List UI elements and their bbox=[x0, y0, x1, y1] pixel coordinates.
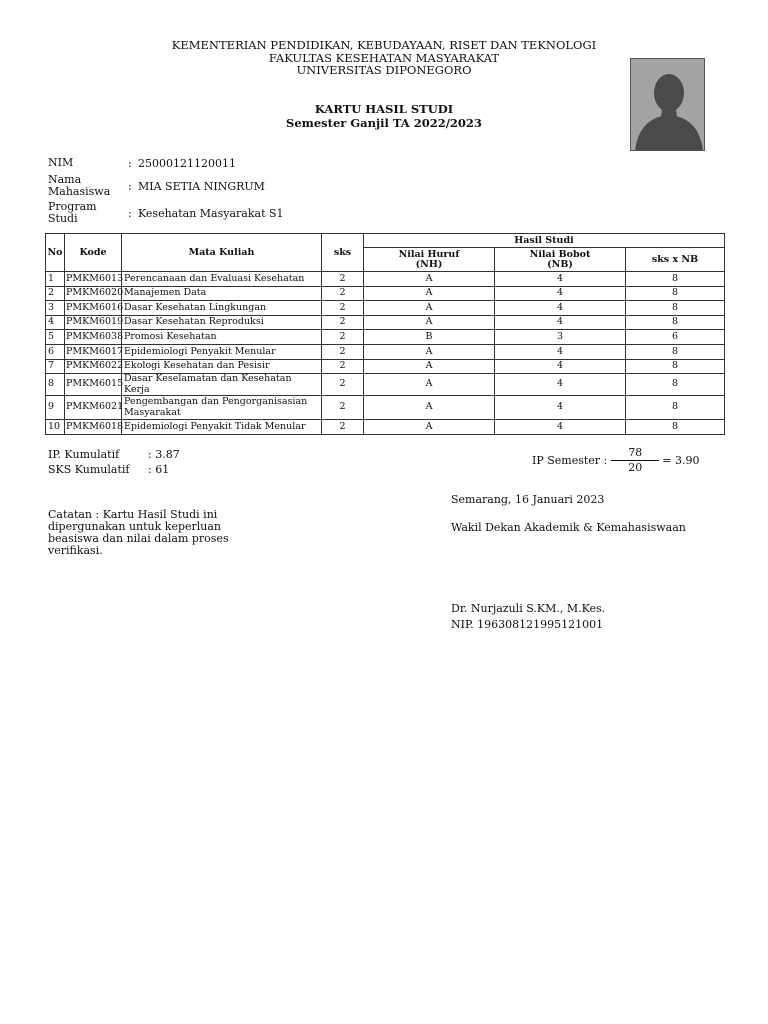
cell-nilai-bobot: 4 bbox=[495, 396, 626, 420]
cell-sks: 2 bbox=[322, 301, 364, 316]
cell-nilai-bobot: 4 bbox=[495, 272, 626, 287]
table-row bbox=[46, 315, 725, 330]
prodi-value: Kesehatan Masyarakat S1 bbox=[138, 206, 284, 220]
cell-nilai-huruf: A bbox=[364, 396, 495, 420]
table-row bbox=[46, 330, 725, 345]
table-row bbox=[46, 359, 725, 374]
table-row bbox=[46, 301, 725, 316]
header-no: No bbox=[46, 234, 65, 272]
cell-nilai-bobot: 4 bbox=[495, 359, 626, 374]
cell-kode: PMKM6020 bbox=[65, 286, 122, 301]
cell-mata-kuliah: Dasar Kesehatan Lingkungan bbox=[122, 301, 322, 316]
cell-no: 6 bbox=[46, 344, 65, 359]
header-sks-x-nb: sks x NB bbox=[626, 248, 725, 272]
cell-kode: PMKM6013 bbox=[65, 272, 122, 287]
faculty-name: FAKULTAS KESEHATAN MASYARAKAT bbox=[268, 50, 500, 65]
prodi-colon: : bbox=[128, 206, 132, 220]
cell-mata-kuliah: Epidemiologi Penyakit Menular bbox=[122, 344, 322, 359]
cell-mata-kuliah: Promosi Kesehatan bbox=[122, 330, 322, 345]
header-nilai-huruf bbox=[364, 248, 495, 272]
ips-denominator: 20 bbox=[628, 461, 643, 474]
cell-no: 7 bbox=[46, 359, 65, 374]
header-nilai-huruf-abbr: (NH) bbox=[415, 258, 443, 270]
cell-nilai-bobot: 4 bbox=[495, 344, 626, 359]
cell-kode: PMKM6019 bbox=[65, 315, 122, 330]
signature-position: Wakil Dekan Akademik & Kemahasiswaan bbox=[451, 521, 686, 534]
cell-sks: 2 bbox=[322, 330, 364, 345]
nama-value: MIA SETIA NINGRUM bbox=[138, 179, 265, 193]
table-row bbox=[46, 396, 725, 420]
header-kode: Kode bbox=[65, 234, 122, 272]
semester-gpa bbox=[532, 446, 699, 475]
sks-cumulative-value: : 61 bbox=[148, 463, 170, 476]
cell-sks-x-nb: 8 bbox=[626, 420, 725, 435]
cell-sks: 2 bbox=[322, 420, 364, 435]
cell-nilai-bobot: 4 bbox=[495, 286, 626, 301]
identity-row-nama bbox=[48, 172, 284, 200]
header-nilai-bobot bbox=[495, 248, 626, 272]
ips-result: = 3.90 bbox=[662, 454, 700, 467]
cell-mata-kuliah: Ekologi Kesehatan dan Pesisir bbox=[122, 359, 322, 374]
grades-table bbox=[45, 233, 725, 435]
cell-nilai-huruf: A bbox=[364, 286, 495, 301]
cell-nilai-huruf: A bbox=[364, 315, 495, 330]
prodi-label: Program Studi bbox=[48, 200, 97, 225]
title-semester: Semester Ganjil TA 2022/2023 bbox=[286, 116, 482, 130]
cell-no: 5 bbox=[46, 330, 65, 345]
cumulative-summary bbox=[48, 447, 180, 477]
signature-name: Dr. Nurjazuli S.KM., M.Kes. bbox=[451, 602, 606, 615]
cell-nilai-huruf: A bbox=[364, 359, 495, 374]
header-sks: sks bbox=[322, 234, 364, 272]
cell-mata-kuliah: Perencanaan dan Evaluasi Kesehatan bbox=[122, 272, 322, 287]
cell-mata-kuliah: Epidemiologi Penyakit Tidak Menular bbox=[122, 420, 322, 435]
cell-sks-x-nb: 8 bbox=[626, 272, 725, 287]
cell-sks: 2 bbox=[322, 344, 364, 359]
cell-sks-x-nb: 8 bbox=[626, 396, 725, 420]
nama-colon: : bbox=[128, 179, 132, 193]
cell-nilai-huruf: A bbox=[364, 344, 495, 359]
header-nilai-bobot-label: Nilai Bobot bbox=[529, 248, 591, 260]
cell-nilai-bobot: 4 bbox=[495, 420, 626, 435]
cell-sks-x-nb: 8 bbox=[626, 344, 725, 359]
cell-sks-x-nb: 8 bbox=[626, 359, 725, 374]
sks-cumulative-label: SKS Kumulatif bbox=[48, 463, 130, 476]
signature-nip: NIP. 196308121995121001 bbox=[451, 618, 604, 631]
signature-place-date: Semarang, 16 Januari 2023 bbox=[451, 493, 605, 506]
cell-kode: PMKM6018 bbox=[65, 420, 122, 435]
identity-row-nim bbox=[48, 156, 284, 170]
nim-colon: : bbox=[128, 156, 132, 170]
cell-kode: PMKM6021 bbox=[65, 396, 122, 420]
identity-row-prodi bbox=[48, 200, 284, 225]
document-title bbox=[0, 102, 768, 130]
cell-nilai-huruf: A bbox=[364, 374, 495, 396]
cell-sks-x-nb: 8 bbox=[626, 286, 725, 301]
cell-nilai-bobot: 4 bbox=[495, 315, 626, 330]
table-row bbox=[46, 374, 725, 396]
cell-sks-x-nb: 8 bbox=[626, 374, 725, 396]
ips-numerator: 78 bbox=[628, 446, 643, 459]
ips-fraction bbox=[611, 446, 659, 475]
cell-kode: PMKM6017 bbox=[65, 344, 122, 359]
signature-block bbox=[451, 493, 686, 632]
ipk-value: : 3.87 bbox=[148, 448, 180, 461]
cell-sks: 2 bbox=[322, 374, 364, 396]
ministry-name: KEMENTERIAN PENDIDIKAN, KEBUDAYAAN, RISET DAN TEKNOLOGI bbox=[171, 38, 597, 52]
cell-no: 8 bbox=[46, 374, 65, 396]
cell-nilai-bobot: 3 bbox=[495, 330, 626, 345]
cell-sks-x-nb: 6 bbox=[626, 330, 725, 345]
nama-label: Nama Mahasiswa bbox=[48, 173, 111, 198]
cell-sks: 2 bbox=[322, 396, 364, 420]
ips-label: IP Semester : bbox=[532, 454, 608, 467]
header-nilai-bobot-abbr: (NB) bbox=[547, 258, 573, 270]
note: Catatan : Kartu Hasil Studi ini dipergunakan untuk keperluan beasiswa dan nilai dalam proses verifikasi. bbox=[48, 508, 229, 557]
cell-no: 4 bbox=[46, 315, 65, 330]
cell-no: 2 bbox=[46, 286, 65, 301]
cell-no: 3 bbox=[46, 301, 65, 316]
cell-kode: PMKM6038 bbox=[65, 330, 122, 345]
cell-kode: PMKM6016 bbox=[65, 301, 122, 316]
ipk-label: IP. Kumulatif bbox=[48, 448, 120, 461]
cell-kode: PMKM6015 bbox=[65, 374, 122, 396]
header-nilai-huruf-label: Nilai Huruf bbox=[398, 248, 460, 260]
title-main: KARTU HASIL STUDI bbox=[314, 102, 454, 116]
table-header-row bbox=[46, 234, 725, 248]
sks-cumulative-row bbox=[48, 462, 180, 477]
cell-sks-x-nb: 8 bbox=[626, 315, 725, 330]
header-mata-kuliah: Mata Kuliah bbox=[122, 234, 322, 272]
cell-mata-kuliah: Dasar Kesehatan Reproduksi bbox=[122, 315, 322, 330]
cell-nilai-huruf: A bbox=[364, 420, 495, 435]
cell-nilai-bobot: 4 bbox=[495, 301, 626, 316]
cell-kode: PMKM6022 bbox=[65, 359, 122, 374]
header-hasil-studi: Hasil Studi bbox=[364, 234, 725, 248]
cell-sks: 2 bbox=[322, 359, 364, 374]
table-row bbox=[46, 344, 725, 359]
nim-label: NIM bbox=[48, 156, 74, 169]
ipk-row bbox=[48, 447, 180, 462]
cell-nilai-huruf: B bbox=[364, 330, 495, 345]
cell-no: 10 bbox=[46, 420, 65, 435]
university-name: UNIVERSITAS DIPONEGORO bbox=[296, 63, 472, 77]
cell-sks-x-nb: 8 bbox=[626, 301, 725, 316]
student-identity bbox=[48, 156, 284, 225]
table-row bbox=[46, 272, 725, 287]
cell-nilai-bobot: 4 bbox=[495, 374, 626, 396]
cell-sks: 2 bbox=[322, 272, 364, 287]
cell-sks: 2 bbox=[322, 315, 364, 330]
cell-no: 1 bbox=[46, 272, 65, 287]
cell-sks: 2 bbox=[322, 286, 364, 301]
table-row bbox=[46, 286, 725, 301]
cell-nilai-huruf: A bbox=[364, 301, 495, 316]
table-row bbox=[46, 420, 725, 435]
cell-mata-kuliah: Manajemen Data bbox=[122, 286, 322, 301]
cell-nilai-huruf: A bbox=[364, 272, 495, 287]
cell-no: 9 bbox=[46, 396, 65, 420]
cell-mata-kuliah: Pengembangan dan Pengorganisasian Masyarakat bbox=[122, 396, 322, 420]
cell-mata-kuliah: Dasar Keselamatan dan Kesehatan Kerja bbox=[122, 374, 322, 396]
nim-value: 25000121120011 bbox=[138, 156, 236, 170]
